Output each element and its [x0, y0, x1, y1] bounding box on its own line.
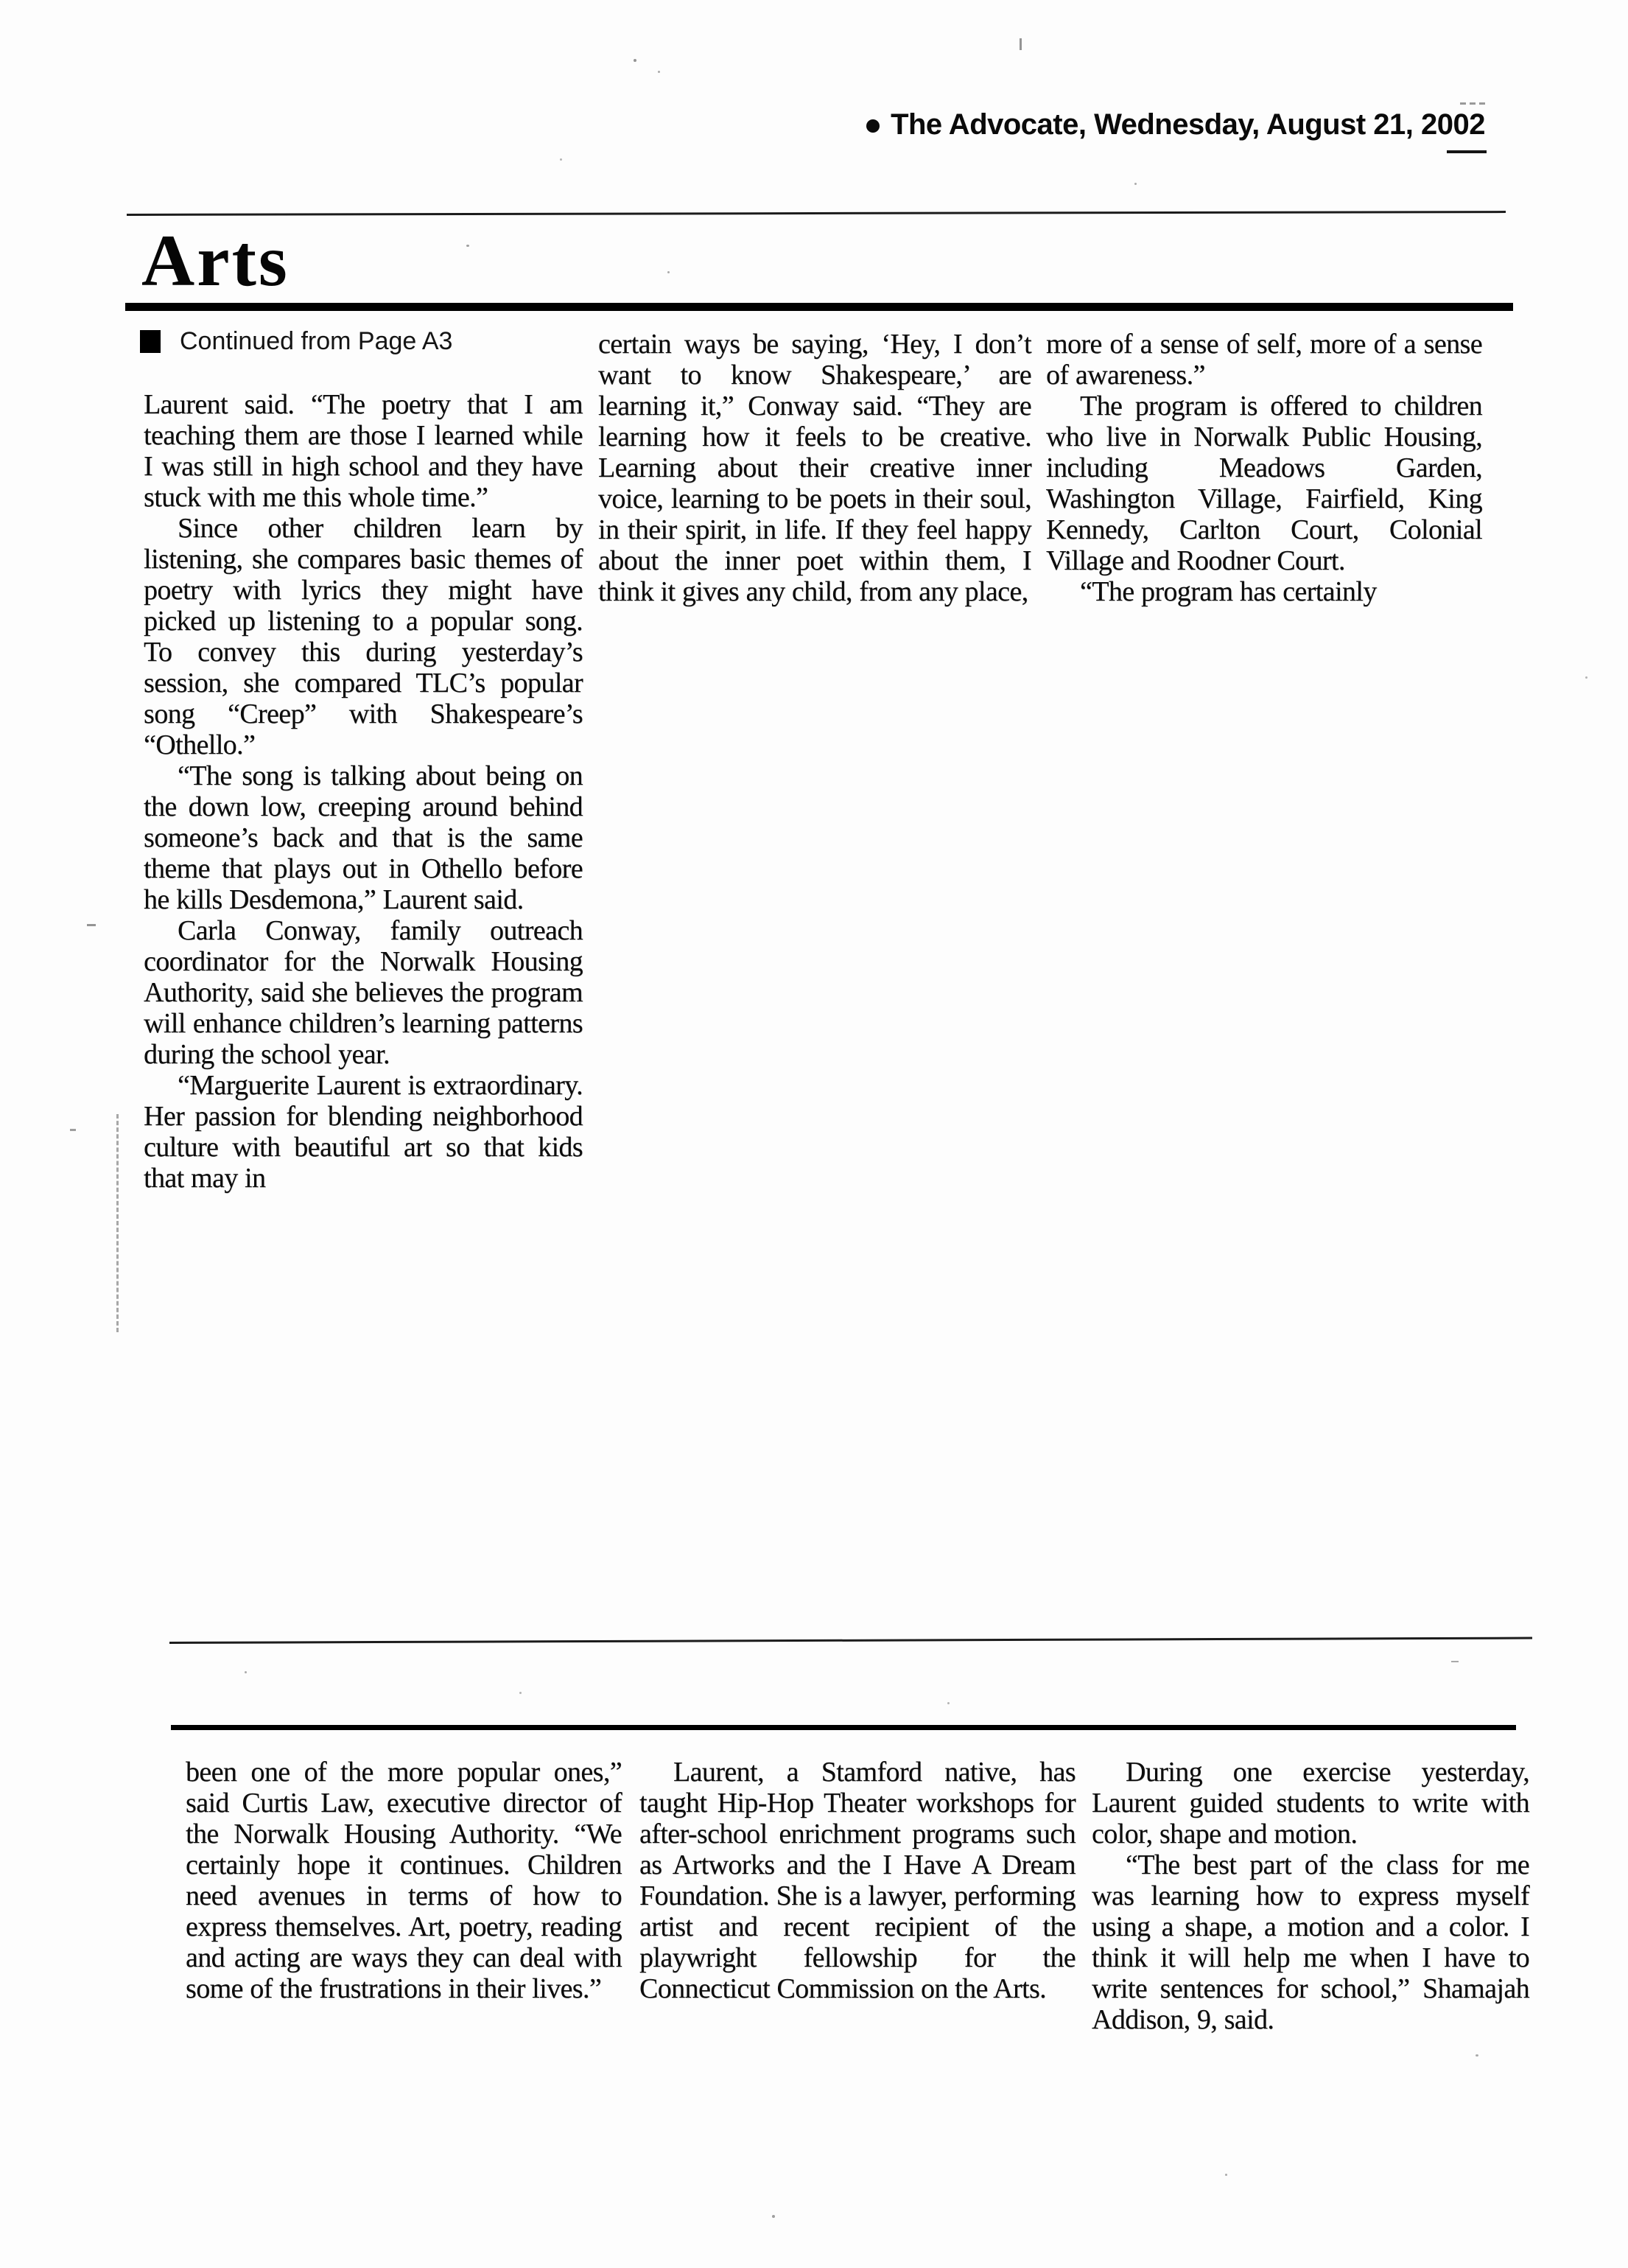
scan-speckle	[87, 924, 96, 926]
section-divider-thin	[169, 1637, 1532, 1644]
scan-speckle	[772, 2215, 775, 2218]
scan-speckle	[1134, 183, 1137, 185]
article-column-bottom-2	[639, 1757, 1076, 2004]
paragraph: “The program has certainly	[1080, 576, 1377, 607]
paragraph: The program is offered to children who live in Norwalk Public Housing, including Meadows Garden, Washington Village, Fairfield, King Kennedy, Carlton Court, Colonial Village and Roodner Court.	[1046, 391, 1482, 576]
scan-speckle	[560, 158, 562, 161]
paragraph: Laurent, a Stamford native, has taught Hip-Hop Theater workshops for after-school enrichment programs such as Artworks and the I Have A Dream Foundation. She is a lawyer, performing artist and recent recipient of the playwright fellowship for the Connecticut Commission on the Arts.	[639, 1757, 1076, 2004]
bullet-icon	[866, 119, 880, 133]
scan-speckle	[658, 71, 660, 73]
scan-speckle	[1020, 38, 1022, 50]
article-column-bottom-3	[1092, 1757, 1529, 2035]
scan-speckle	[1225, 2174, 1227, 2176]
article-column-bottom-1	[186, 1757, 622, 2004]
paragraph: “Marguerite Laurent is extraordinary. Her passion for blending neighborhood culture with beautiful art so that kids that may in	[144, 1070, 583, 1194]
paragraph: Carla Conway, family outreach coordinator for the Norwalk Housing Authority, said she believes the program will enhance children’s learning patterns during the school year.	[144, 915, 583, 1070]
section-title: Arts	[141, 220, 290, 301]
scan-speckle	[466, 245, 469, 247]
continued-notice	[140, 327, 452, 356]
scan-speckle	[70, 1129, 76, 1131]
scan-speckle	[667, 271, 670, 273]
scan-dash-mark	[1460, 102, 1487, 105]
continued-label: Continued from Page A3	[180, 327, 453, 355]
scan-speckle	[1585, 676, 1587, 679]
margin-dash-marks	[116, 1114, 119, 1332]
paragraph: Laurent said. “The poetry that I am teaching them are those I learned while I was still in high school and they have stuck with me this whole time.”	[144, 389, 583, 513]
paragraph: During one exercise yesterday, Laurent guided students to write with color, shape and motion.	[1092, 1757, 1529, 1849]
scan-underline-mark	[1447, 150, 1487, 153]
article-column-top-1	[144, 389, 583, 1194]
header-top-rule	[127, 211, 1506, 216]
article-column-top-2	[598, 329, 1031, 607]
masthead-text: The Advocate, Wednesday, August 21, 2002	[891, 108, 1485, 141]
scan-speckle	[947, 1702, 950, 1704]
paragraph: more of a sense of self, more of a sense of awareness.”	[1046, 329, 1482, 391]
paragraph: “The best part of the class for me was learning how to express myself using a shape, a motion and a color. I think it will help me when I have to write sentences for school,” Shamajah Addison, 9, said.	[1092, 1849, 1529, 2035]
scan-speckle	[245, 1671, 247, 1673]
scan-speckle	[1103, 472, 1105, 474]
masthead	[866, 108, 1485, 141]
square-bullet-icon	[140, 330, 161, 353]
article-column-top-3	[1046, 329, 1482, 607]
scan-speckle	[1451, 1661, 1459, 1662]
paragraph: certain ways be saying, ‘Hey, I don’t want to know Shakespeare,’ are learning it,” Conway said. “They are learning how it feels to be creative. Learning about their creative inner voice, learning to be poets in their soul, in their spirit, in life. If they feel happy about the inner poet within them, I think it gives any child, from any place,	[598, 329, 1031, 607]
paragraph: “The song is talking about being on the down low, creeping around behind someone’s back and that is the same theme that plays out in Othello before he kills Desdemona,” Laurent said.	[144, 760, 583, 915]
header-bottom-rule	[125, 303, 1513, 311]
section-divider-thick	[171, 1725, 1516, 1730]
scan-speckle	[519, 1692, 522, 1694]
paragraph: Since other children learn by listening, she compares basic themes of poetry with lyrics they might have picked up listening to a popular song. To convey this during yesterday’s session, she compared TLC’s popular song “Creep” with Shakespeare’s “Othello.”	[144, 513, 583, 760]
scan-speckle	[634, 59, 636, 62]
scan-speckle	[1476, 2054, 1478, 2057]
paragraph: been one of the more popular ones,” said Curtis Law, executive director of the Norwalk Housing Authority. “We certainly hope it continues. Children need avenues in terms of how to express themselves. Art, poetry, reading and acting are ways they can deal with some of the frustrations in their lives.”	[186, 1757, 622, 2004]
